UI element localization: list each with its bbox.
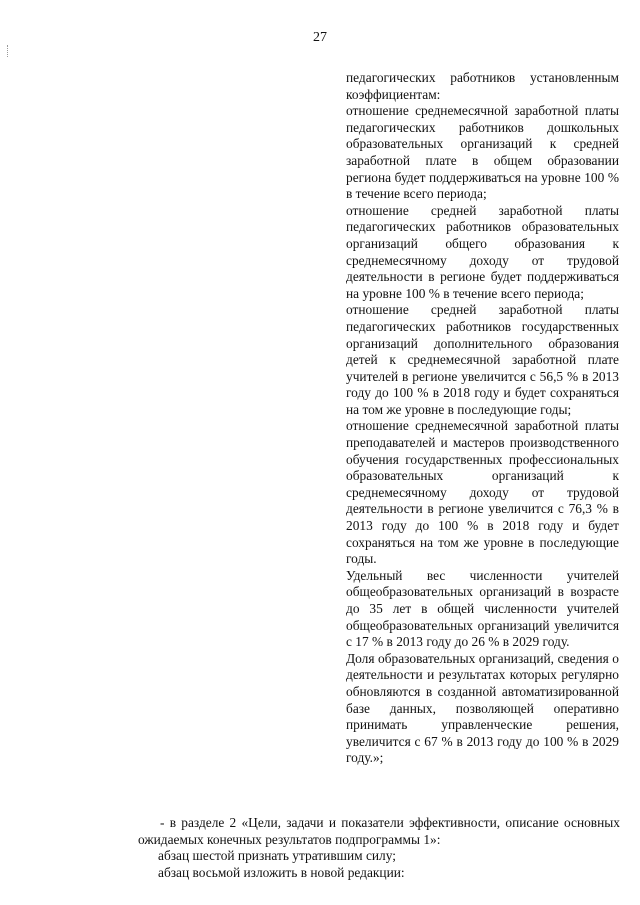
quoted-text-column xyxy=(346,70,619,767)
paragraph-eight-instruction: абзац восьмой изложить в новой редакции: xyxy=(158,864,405,880)
paragraph-database-share: Доля образовательных организаций, сведения о деятельности и результатах которых регулярно обновляются в созданной автоматизированной базе данных, позволяющей оперативно принимать управленческие решения, увеличится с 67 % в 2013 году до 100 % в 2029 году.»; xyxy=(346,650,619,766)
paragraph-six-instruction: абзац шестой признать утратившим силу; xyxy=(158,848,396,864)
amendment-instructions xyxy=(138,815,620,881)
paragraph-general-education-salary: отношение средней заработной платы педагогических работников образовательных организаций общего образования к среднемесячному доходу от трудовой деятельности в регионе будет поддерживаться на уровне 100 % в течение всего периода; xyxy=(346,202,619,301)
section-2-item: - в разделе 2 «Цели, задачи и показатели эффективности, описание основных ожидаемых конечных результатов подпрограммы 1»: xyxy=(138,815,620,847)
paragraph-preschool-salary: отношение среднемесячной заработной платы педагогических работников дошкольных образовательных организаций к средней заработной плате в общем образовании региона будет поддерживаться на уровне 100 % в течение всего периода; xyxy=(346,103,619,202)
paragraph-coefficients: педагогических работников установленным коэффициентам: xyxy=(346,70,619,102)
paragraph-young-teachers-share: Удельный вес численности учителей общеобразовательных организаций в возрасте до 35 лет в общей численности учителей общеобразовательных организаций увеличится с 17 % в 2013 году до 26 % в 2029 году. xyxy=(346,567,619,650)
paragraph-additional-education-salary: отношение средней заработной платы педагогических работников государственных организаций дополнительного образования детей к среднемесячной заработной плате учителей в регионе увеличится с 56,5 % в 2013 году до 100 % в 2018 году и будет сохраняться на том же уровне в последующие годы; xyxy=(346,302,619,417)
margin-mark xyxy=(7,45,9,57)
page-number: 27 xyxy=(313,30,327,45)
paragraph-vocational-salary: отношение среднемесячной заработной платы преподавателей и мастеров производственного обучения государственных профессиональных образовательных организаций к среднемесячному доходу от трудовой деятельности в регионе увеличится с 76,3 % в 2013 году до 100 % в 2018 году и будет сохраняться на том же уровне в последующие годы. xyxy=(346,418,619,567)
